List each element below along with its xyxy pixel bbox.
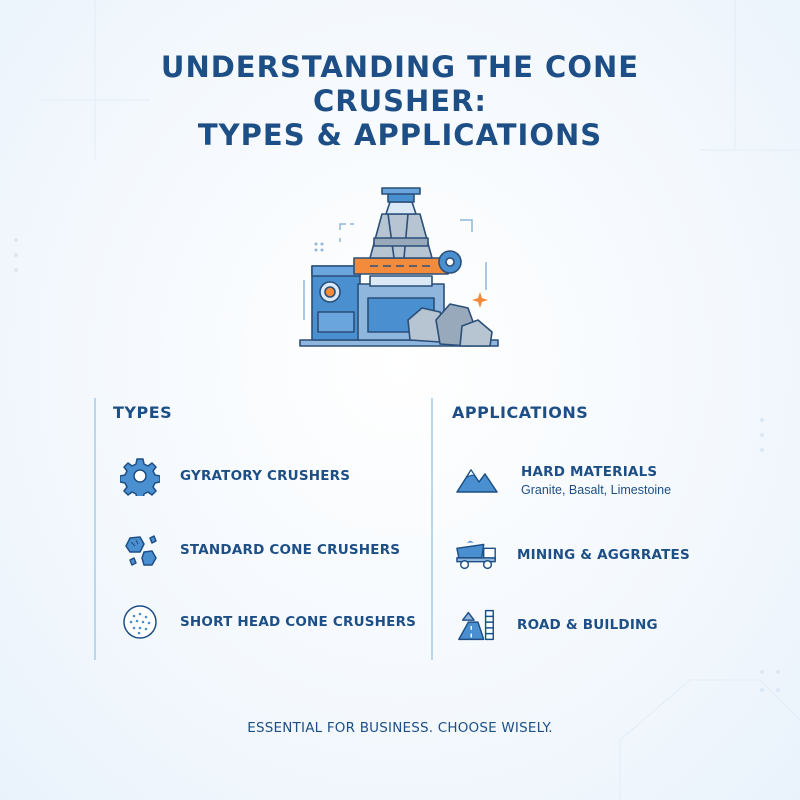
application-subtitle: Granite, Basalt, Limestoine [521, 482, 672, 497]
dump-truck-icon [455, 535, 499, 575]
title-line-2: CRUSHER: [312, 84, 488, 118]
application-item-hard-materials [455, 460, 671, 500]
types-heading: TYPES [113, 403, 173, 422]
type-label: STANDARD CONE CRUSHERS [180, 542, 401, 558]
type-item-short-head [118, 602, 416, 642]
gear-icon [118, 456, 162, 496]
type-label: SHORT HEAD CONE CRUSHERS [180, 614, 417, 630]
type-item-gyratory [118, 456, 350, 496]
applications-heading: APPLICATIONS [452, 403, 589, 422]
title-line-1: UNDERSTANDING THE CONE [160, 50, 640, 84]
title-line-3: TYPES & APPLICATIONS [197, 118, 603, 152]
application-label: ROAD & BUILDING [517, 617, 658, 633]
rocks-icon [118, 530, 162, 570]
fine-particles-icon [118, 602, 162, 642]
mountain-icon [455, 460, 499, 500]
application-label: MINING & AGGRRATES [517, 547, 690, 563]
footer-tagline: ESSENTIAL FOR BUSINESS. CHOOSE WISELY. [247, 720, 553, 736]
type-item-standard-cone [118, 530, 400, 570]
cone-crusher-illustration [290, 180, 510, 355]
application-item-mining [455, 535, 690, 575]
road-building-icon [455, 605, 499, 645]
application-label: HARD MATERIALS [521, 463, 658, 480]
type-label: GYRATORY CRUSHERS [180, 468, 351, 484]
page-title [100, 50, 700, 152]
types-divider [94, 398, 96, 660]
applications-divider [431, 398, 433, 660]
application-item-road-building [455, 605, 658, 645]
